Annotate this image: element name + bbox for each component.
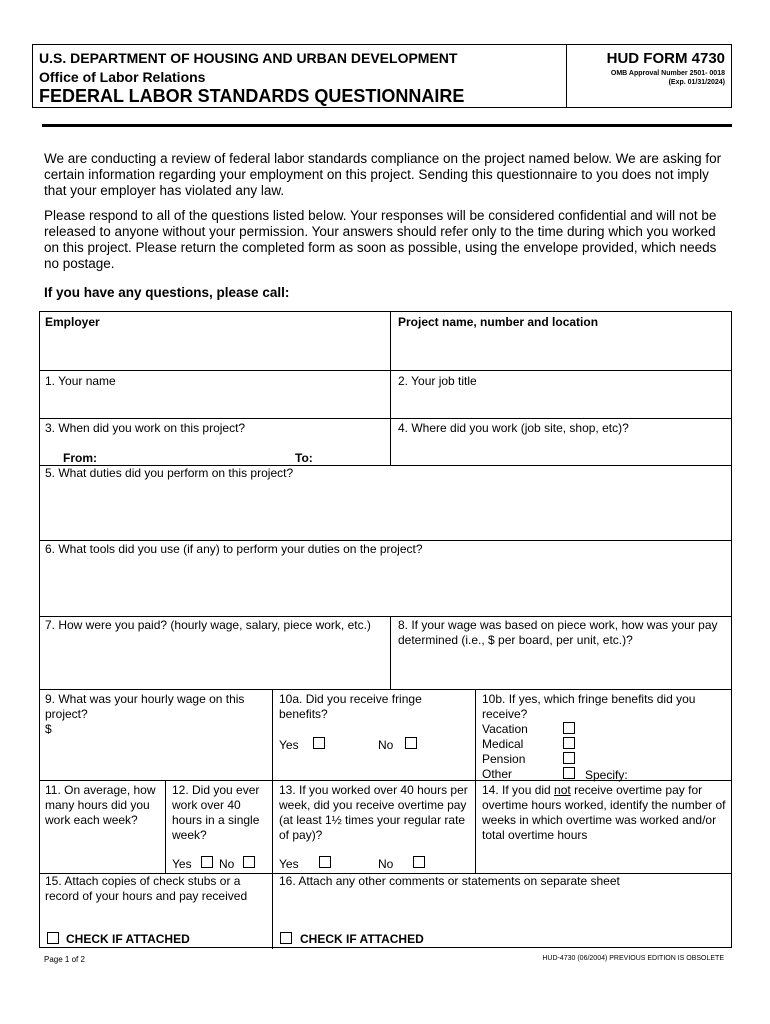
edition-note: HUD-4730 (06/2004) PREVIOUS EDITION IS OBSOLETE: [542, 955, 724, 962]
intro-paragraph-1: We are conducting a review of federal labor standards compliance on the project named below. We are asking for certain information regarding your employment on this project. Sending this questionnaire to you does not imply that your employer has violated any law.: [44, 151, 722, 198]
q10b-label: 10b. If yes, which fringe benefits did you receive?: [482, 692, 696, 721]
q12-no-label: No: [219, 857, 235, 871]
col-line: [165, 780, 166, 873]
q14-text-b: receive overtime pay for overtime hours worked, identify the number of weeks in which overtime was worked and/or total overtime hours: [482, 783, 726, 842]
q13-no-checkbox[interactable]: [413, 856, 425, 868]
q12-yes-checkbox[interactable]: [201, 856, 213, 868]
omb-expiration: (Exp. 01/31/2024): [668, 79, 725, 86]
q10a-no-label: No: [378, 738, 394, 752]
q10b-specify-label: Specify:: [585, 768, 628, 782]
q9-label: 9. What was your hourly wage on this project?: [45, 692, 245, 721]
q8-label: 8. If your wage was based on piece work, how was your pay determined (i.e., $ per board, per unit, etc.)?: [398, 618, 718, 647]
row-line: [40, 540, 731, 541]
q12-yes-label: Yes: [172, 857, 192, 871]
q10a-yes-label: Yes: [279, 738, 299, 752]
q15-label: 15. Attach copies of check stubs or a record of your hours and pay received: [45, 874, 248, 903]
row-line: [40, 616, 731, 617]
questionnaire-grid: [39, 311, 732, 948]
q16-label: 16. Attach any other comments or statements on separate sheet: [279, 874, 620, 888]
q13-yes-label: Yes: [279, 857, 299, 871]
q14-text-a: 14. If you did: [482, 783, 555, 797]
row-line: [40, 418, 731, 419]
q12-no-checkbox[interactable]: [243, 856, 255, 868]
agency-name: U.S. DEPARTMENT OF HOUSING AND URBAN DEVELOPMENT: [39, 50, 458, 66]
form-number: HUD FORM 4730: [606, 50, 725, 67]
q15-check-label: CHECK IF ATTACHED: [66, 932, 190, 946]
q5-label: 5. What duties did you perform on this project?: [45, 466, 294, 480]
q16-check-label: CHECK IF ATTACHED: [300, 932, 424, 946]
omb-number: OMB Approval Number 2501- 0018: [610, 70, 725, 77]
q10a-no-checkbox[interactable]: [405, 737, 417, 749]
q3-label: 3. When did you work on this project?: [45, 421, 246, 435]
col-line: [272, 873, 273, 949]
form-title: FEDERAL LABOR STANDARDS QUESTIONNAIRE: [39, 86, 465, 106]
col-line: [475, 689, 476, 873]
q10b-option-pension: Pension: [482, 752, 526, 766]
vacation-checkbox[interactable]: [563, 722, 575, 734]
q16-attached-checkbox[interactable]: [280, 932, 292, 944]
col-line: [390, 616, 391, 689]
q10b-option-vacation: Vacation: [482, 722, 528, 736]
q12-label: 12. Did you ever work over 40 hours in a single week?: [172, 783, 260, 842]
row-line: [40, 370, 731, 371]
header-left-panel: [33, 45, 567, 107]
q6-label: 6. What tools did you use (if any) to perform your duties on the project?: [45, 542, 423, 556]
row-line: [40, 689, 731, 690]
office-name: Office of Labor Relations: [39, 69, 206, 85]
employer-label: Employer: [45, 315, 100, 329]
q14-label: [482, 783, 727, 843]
q14-not-emphasis: not: [554, 783, 571, 797]
row-line: [390, 465, 731, 466]
project-label: Project name, number and location: [398, 315, 599, 329]
q10a-yes-checkbox[interactable]: [313, 737, 325, 749]
q13-no-label: No: [378, 857, 394, 871]
medical-checkbox[interactable]: [563, 737, 575, 749]
q10a-label: 10a. Did you receive fringe benefits?: [279, 692, 422, 721]
col-line: [390, 312, 391, 465]
q13-yes-checkbox[interactable]: [319, 856, 331, 868]
q3-to-label: To:: [295, 451, 313, 465]
other-checkbox[interactable]: [563, 767, 575, 779]
q1-label: 1. Your name: [45, 374, 116, 388]
q4-label: 4. Where did you work (job site, shop, etc)?: [398, 421, 629, 435]
q11-label: 11. On average, how many hours did you work each week?: [45, 783, 156, 827]
header-rule: [42, 124, 732, 127]
q10b-option-medical: Medical: [482, 737, 524, 751]
q2-label: 2. Your job title: [398, 374, 477, 388]
questions-call-label: If you have any questions, please call:: [44, 285, 290, 300]
col-line: [272, 689, 273, 873]
q3-from-label: From:: [63, 451, 97, 465]
q10b-option-other: Other: [482, 767, 513, 781]
q13-label: 13. If you worked over 40 hours per week, did you receive overtime pay (at least 1½ times your regular rate of pay)?: [279, 783, 468, 842]
q15-attached-checkbox[interactable]: [47, 932, 59, 944]
q9-dollar-sign: $: [45, 722, 52, 736]
q7-label: 7. How were you paid? (hourly wage, salary, piece work, etc.): [45, 618, 371, 632]
intro-paragraph-2: Please respond to all of the questions listed below. Your responses will be considered confidential and will not be released to anyone without your permission. Your answers should refer only to the time during which you worked on this project. Please return the completed form as soon as possible, using the envelope provided, which needs no postage.: [44, 208, 717, 271]
page-number: Page 1 of 2: [44, 955, 85, 964]
form-header: [32, 44, 732, 108]
pension-checkbox[interactable]: [563, 752, 575, 764]
